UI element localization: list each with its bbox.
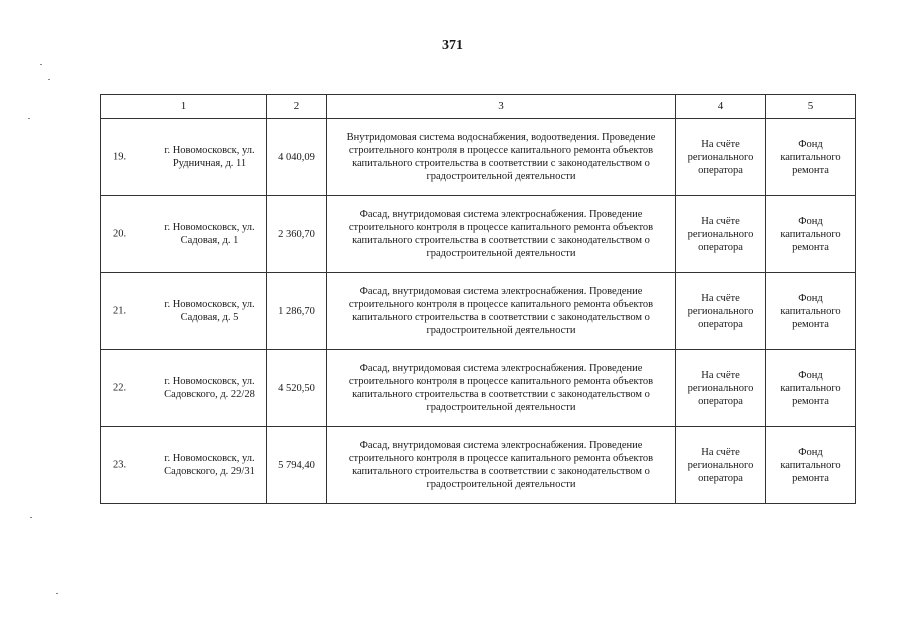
work-description-cell: Фасад, внутридомовая система электроснабжения. Проведение строительного контроля в процессе капитального ремонта объектов капитального строительства в соответствии с законодательством о градостроительной деятельности xyxy=(327,427,676,504)
cost-cell: 5 794,40 xyxy=(267,427,327,504)
fund-cell: Фонд капитального ремонта xyxy=(766,273,856,350)
address-cell xyxy=(101,273,267,350)
address-cell xyxy=(101,196,267,273)
address-cell xyxy=(101,119,267,196)
fund-cell: Фонд капитального ремонта xyxy=(766,427,856,504)
funding-location-cell: На счёте регионального оператора xyxy=(676,427,766,504)
page-number: 371 xyxy=(442,38,463,53)
fund-cell: Фонд капитального ремонта xyxy=(766,119,856,196)
column-header-3: 3 xyxy=(327,95,676,119)
scan-speck xyxy=(30,517,32,518)
funding-location-cell: На счёте регионального оператора xyxy=(676,273,766,350)
column-header-1: 1 xyxy=(101,95,267,119)
column-header-5: 5 xyxy=(766,95,856,119)
funding-location-cell: На счёте регионального оператора xyxy=(676,119,766,196)
repair-works-table xyxy=(100,94,856,504)
address-cell xyxy=(101,427,267,504)
scan-speck xyxy=(48,79,50,80)
work-description-cell: Фасад, внутридомовая система электроснабжения. Проведение строительного контроля в процессе капитального ремонта объектов капитального строительства в соответствии с законодательством о градостроительной деятельности xyxy=(327,273,676,350)
row-number: 21. xyxy=(113,305,127,317)
work-description-cell: Фасад, внутридомовая система электроснабжения. Проведение строительного контроля в процессе капитального ремонта объектов капитального строительства в соответствии с законодательством о градостроительной деятельности xyxy=(327,196,676,273)
fund-cell: Фонд капитального ремонта xyxy=(766,350,856,427)
row-number: 19. xyxy=(113,151,127,163)
fund-cell: Фонд капитального ремонта xyxy=(766,196,856,273)
work-description-cell: Фасад, внутридомовая система электроснабжения. Проведение строительного контроля в процессе капитального ремонта объектов капитального строительства в соответствии с законодательством о градостроительной деятельности xyxy=(327,350,676,427)
row-number: 22. xyxy=(113,382,127,394)
work-description-cell: Внутридомовая система водоснабжения, водоотведения. Проведение строительного контроля в процессе капитального ремонта объектов капитального строительства в соответствии с законодательством о градостроительной деятельности xyxy=(327,119,676,196)
funding-location-cell: На счёте регионального оператора xyxy=(676,350,766,427)
column-header-2: 2 xyxy=(267,95,327,119)
address-text: г. Новомосковск, ул. Садовая, д. 5 xyxy=(164,299,255,323)
address-text: г. Новомосковск, ул. Садовая, д. 1 xyxy=(164,222,255,246)
row-number: 23. xyxy=(113,459,127,471)
funding-location-cell: На счёте регионального оператора xyxy=(676,196,766,273)
cost-cell: 4 040,09 xyxy=(267,119,327,196)
scan-speck xyxy=(40,64,42,65)
row-number: 20. xyxy=(113,228,127,240)
cost-cell: 2 360,70 xyxy=(267,196,327,273)
table-row xyxy=(101,427,856,504)
scan-speck xyxy=(56,593,58,594)
table-row xyxy=(101,196,856,273)
table-row xyxy=(101,350,856,427)
table-row xyxy=(101,119,856,196)
address-cell xyxy=(101,350,267,427)
table-row xyxy=(101,273,856,350)
cost-cell: 1 286,70 xyxy=(267,273,327,350)
address-text: г. Новомосковск, ул. Садовского, д. 29/31 xyxy=(164,453,255,477)
table-header-row xyxy=(101,95,856,119)
column-header-4: 4 xyxy=(676,95,766,119)
address-text: г. Новомосковск, ул. Садовского, д. 22/28 xyxy=(164,376,255,400)
cost-cell: 4 520,50 xyxy=(267,350,327,427)
address-text: г. Новомосковск, ул. Рудничная, д. 11 xyxy=(164,145,255,169)
scan-speck xyxy=(28,118,30,119)
